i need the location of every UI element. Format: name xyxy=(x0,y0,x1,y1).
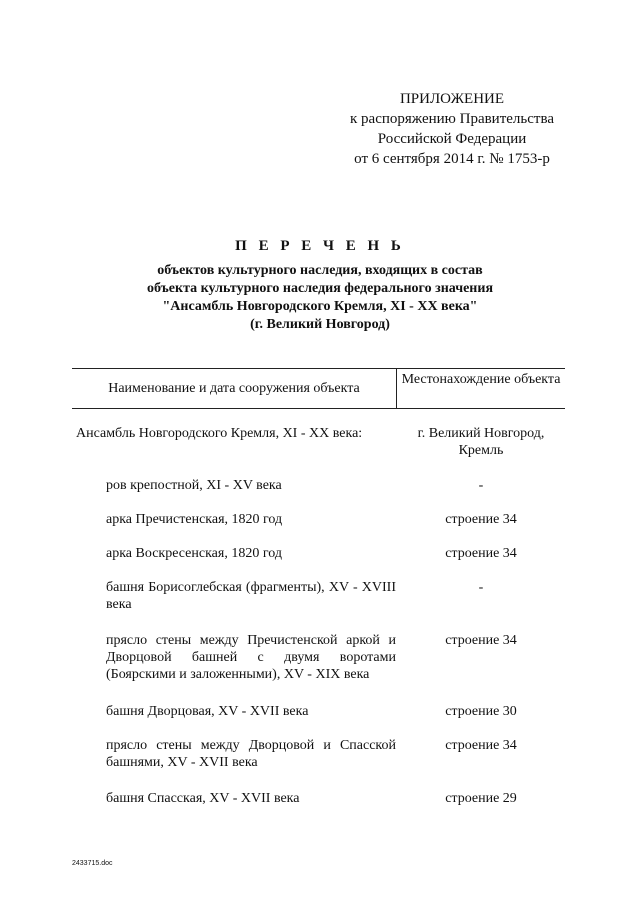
table-row-name: прясло стены между Пречистенской аркой и Дворцовой башней с двумя воротами (Боярскими и заложенными), XV - XIX века xyxy=(106,633,396,682)
appendix-line-2: Российской Федерации xyxy=(377,131,527,147)
table-row-location: - xyxy=(478,580,484,595)
document-title: П Е Р Е Ч Е Н Ь xyxy=(235,238,405,254)
heading-line-1: объектов культурного наследия, входящих в состав xyxy=(157,263,483,278)
table-row-location: строение 34 xyxy=(445,512,517,527)
table-row-name: башня Дворцовая, XV - XVII века xyxy=(106,704,309,719)
table-row-location: строение 34 xyxy=(445,633,517,648)
table-row-location: - xyxy=(478,478,484,493)
appendix-title: ПРИЛОЖЕНИЕ xyxy=(399,91,505,107)
table-row-name: прясло стены между Дворцовой и Спасской башнями, XV - XVII века xyxy=(106,738,396,770)
table-row-name: башня Спасская, XV - XVII века xyxy=(106,791,300,806)
table-header-rule xyxy=(72,408,565,409)
table-row-name: арка Пречистенская, 1820 год xyxy=(106,512,283,527)
table-row-location: строение 34 xyxy=(445,738,517,753)
table-row-location: строение 30 xyxy=(445,704,517,719)
table-row-location: строение 34 xyxy=(445,546,517,561)
table-row-location: г. Великий Новгород, Кремль xyxy=(417,426,545,458)
table-top-rule xyxy=(72,368,565,369)
appendix-line-1: к распоряжению Правительства xyxy=(349,111,555,127)
table-row-name: Ансамбль Новгородского Кремля, XI - XX века: xyxy=(76,426,363,441)
table-row-name: арка Воскресенская, 1820 год xyxy=(106,546,282,561)
heading-line-4: (г. Великий Новгород) xyxy=(250,317,390,332)
column-header-location: Местонахождение объекта xyxy=(401,372,561,387)
heading-line-3: "Ансамбль Новгородского Кремля, XI - XX века" xyxy=(162,299,478,314)
appendix-line-3: от 6 сентября 2014 г. № 1753-р xyxy=(354,151,550,167)
table-row-name: башня Борисоглебская (фрагменты), XV - XVIII века xyxy=(106,580,396,612)
table-row-name: ров крепостной, XI - XV века xyxy=(106,478,282,493)
table-row-location: строение 29 xyxy=(445,791,517,806)
column-header-name: Наименование и дата сооружения объекта xyxy=(108,381,360,396)
heading-line-2: объекта культурного наследия федерального значения xyxy=(146,281,494,296)
document-file-id: 2433715.doc xyxy=(72,860,113,867)
